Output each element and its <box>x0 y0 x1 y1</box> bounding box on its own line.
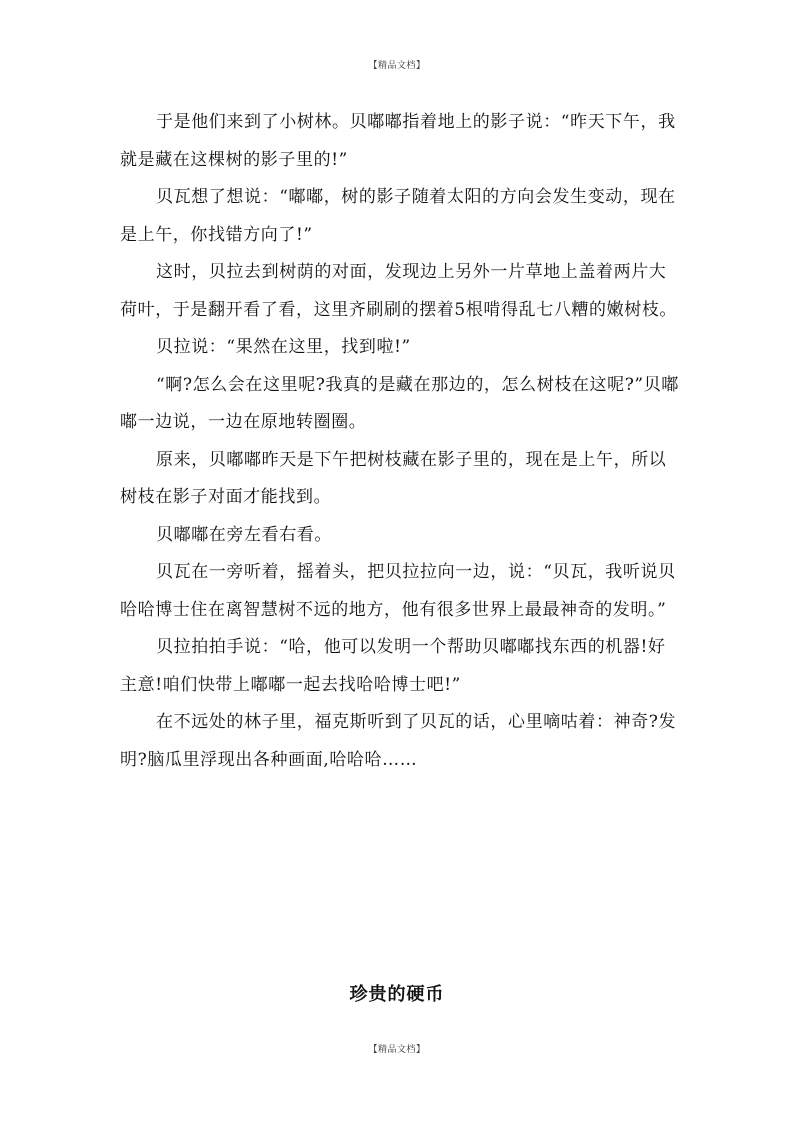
section-title: 珍贵的硬币 <box>349 984 445 1005</box>
document-body <box>120 104 680 779</box>
paragraph-8: 贝瓦在一旁听着，摇着头，把贝拉拉向一边，说：“贝瓦，我听说贝哈哈博士住在离智慧树不远的地方，他有很多世界上最最神奇的发明。” <box>120 562 676 620</box>
paragraph-6: 原来，贝嘟嘟昨天是下午把树枝藏在影子里的，现在是上午，所以树枝在影子对面才能找到。 <box>120 449 667 507</box>
paragraph-1: 于是他们来到了小树林。贝嘟嘟指着地上的影子说：“昨天下午，我就是藏在这棵树的影子里的!” <box>120 112 676 170</box>
paragraph-2: 贝瓦想了想说：“嘟嘟，树的影子随着太阳的方向会发生变动，现在是上午，你找错方向了!” <box>120 187 676 245</box>
paragraph-10: 在不远处的林子里，福克斯听到了贝瓦的话，心里嘀咕着：神奇?发明?脑瓜里浮现出各种画面,哈哈哈…… <box>120 712 677 770</box>
paragraph-7: 贝嘟嘟在旁左看右看。 <box>156 524 332 545</box>
header-tag: 【精品文档】 <box>368 61 426 71</box>
paragraph-3: 这时，贝拉去到树荫的对面，发现边上另外一片草地上盖着两片大荷叶，于是翻开看了看，这里齐刷刷的摆着5根啃得乱七八糟的嫩树枝。 <box>120 262 678 320</box>
paragraph-4: 贝拉说：“果然在这里，找到啦!” <box>156 337 411 357</box>
paragraph-9: 贝拉拍拍手说：“哈，他可以发明一个帮助贝嘟嘟找东西的机器!好主意!咱们快带上嘟嘟一起去找哈哈博士吧!” <box>120 637 666 695</box>
footer-tag: 【精品文档】 <box>368 1045 426 1055</box>
paragraph-5: “啊?怎么会在这里呢?我真的是藏在那边的，怎么树枝在这呢?”贝嘟嘟一边说，一边在原地转圈圈。 <box>120 374 679 432</box>
